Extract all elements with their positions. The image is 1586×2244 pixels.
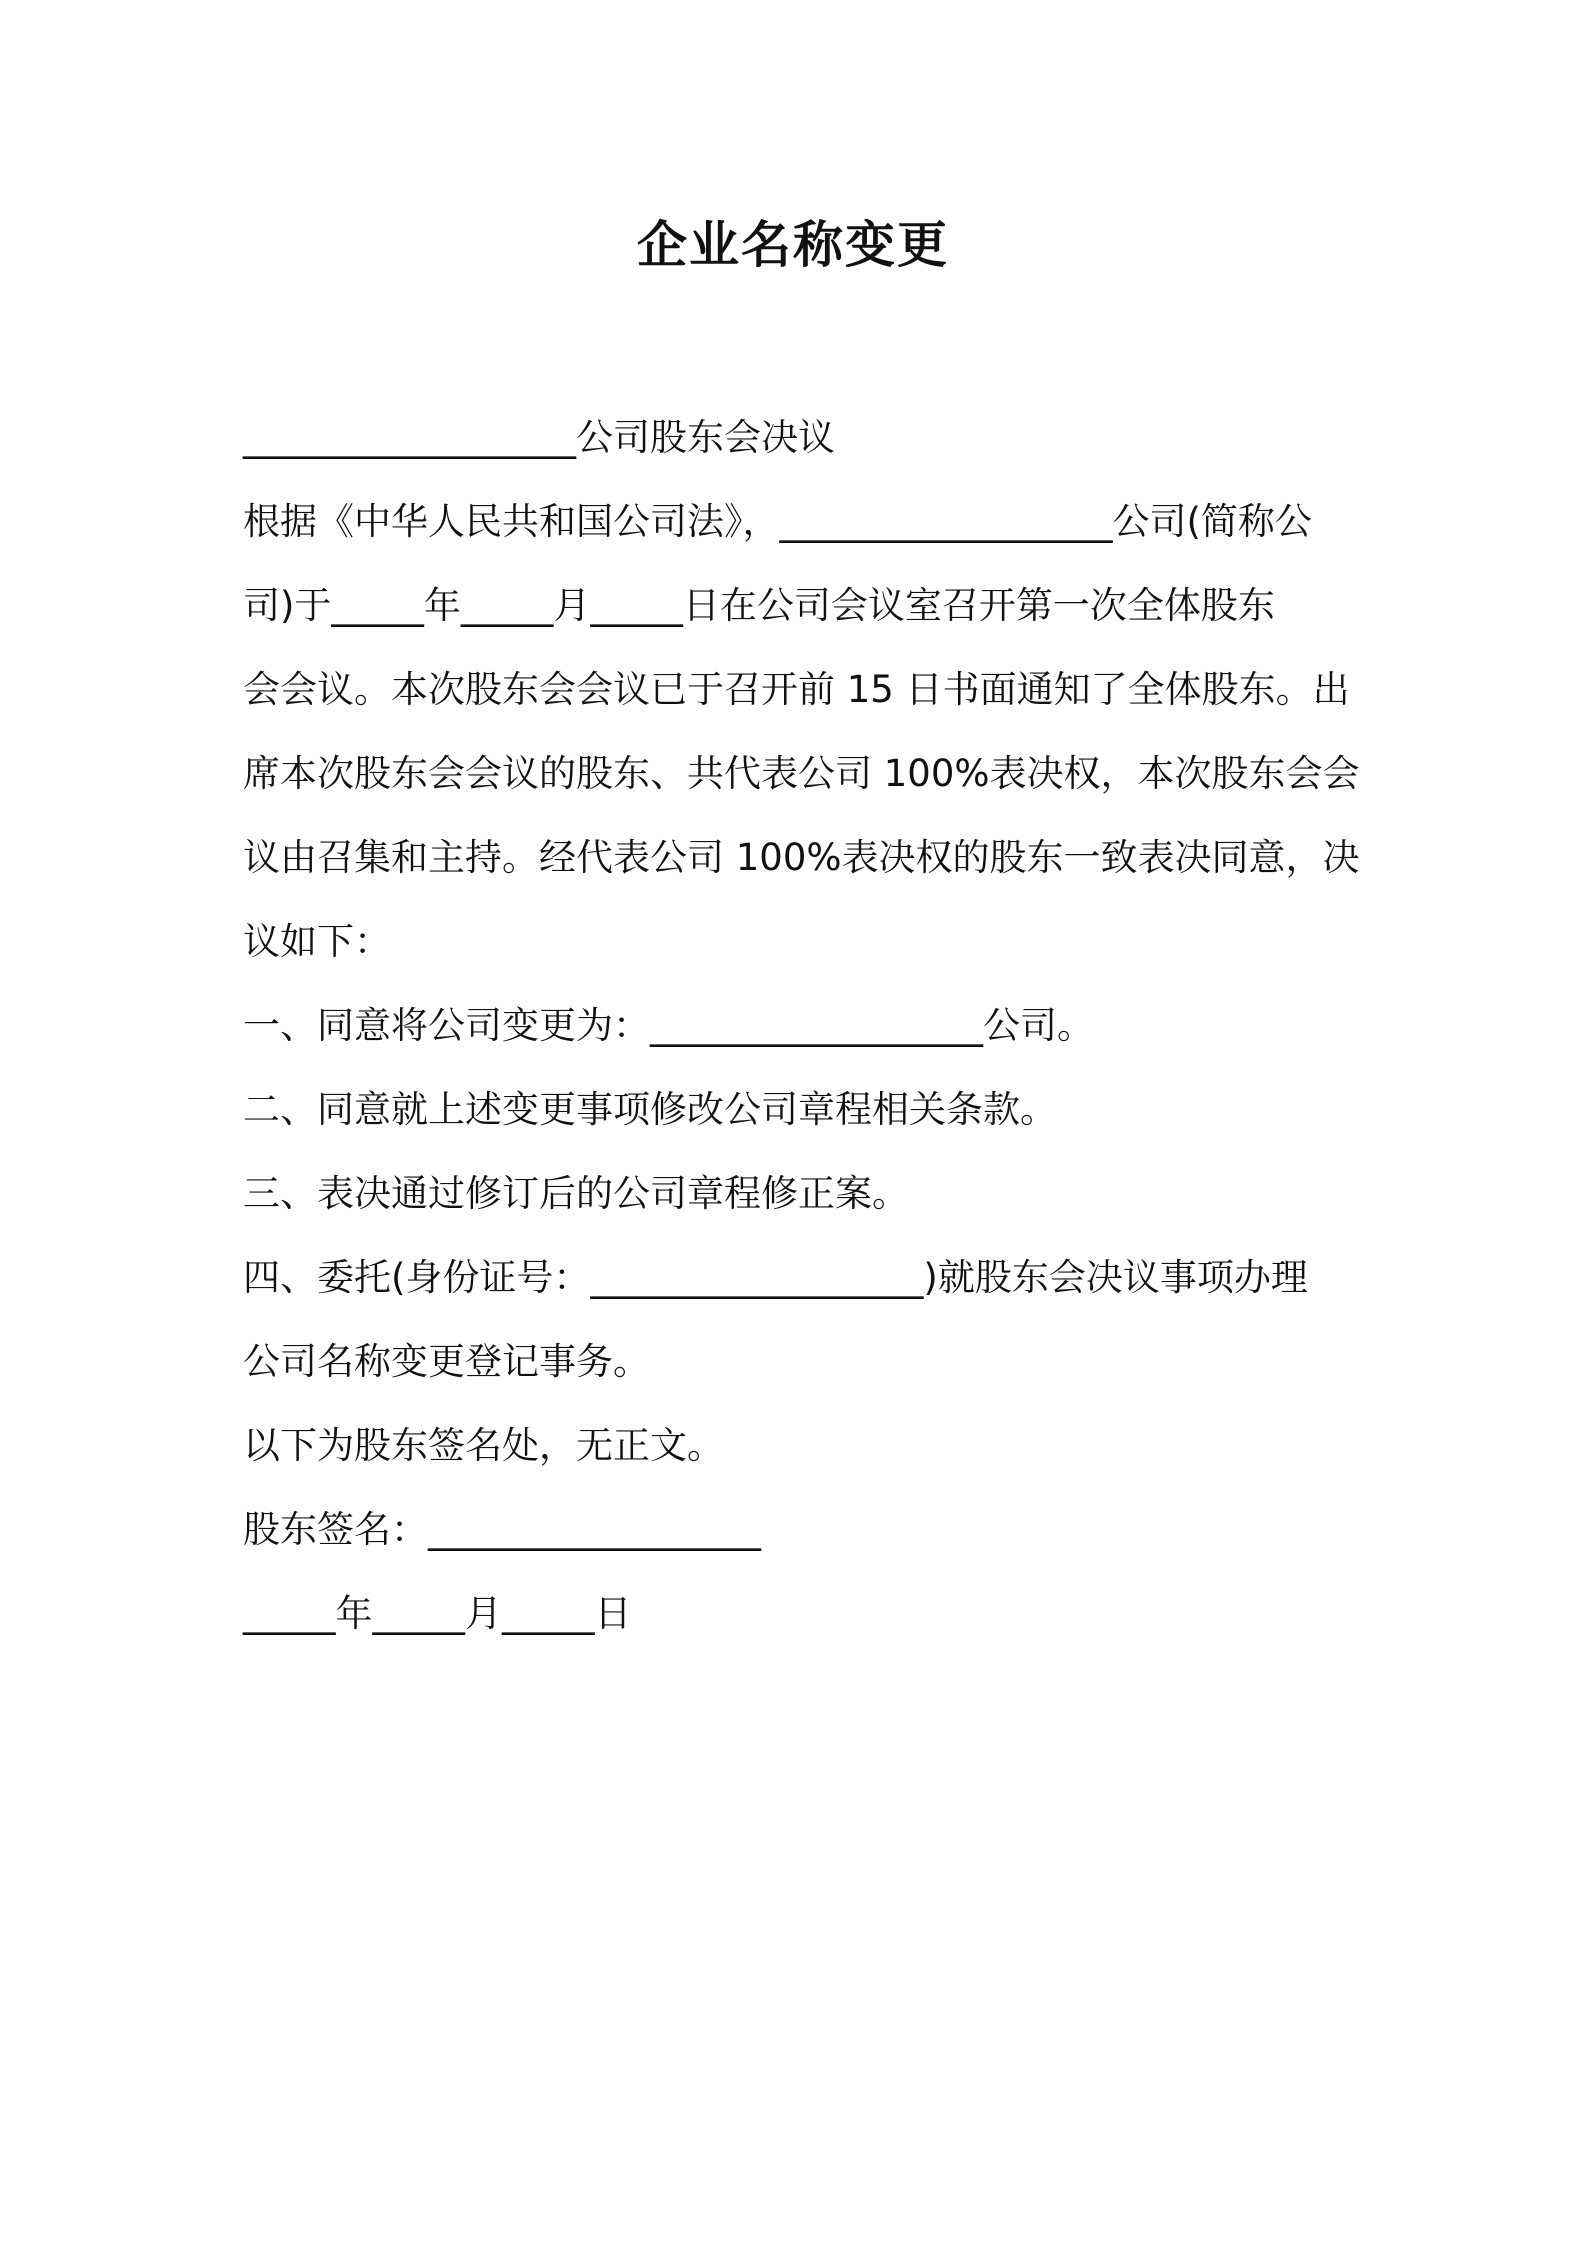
resolution-item-2: 二、同意就上述变更事项修改公司章程相关条款。 — [243, 1088, 1057, 1131]
date-line: _____年_____月_____日 — [243, 1592, 632, 1635]
resolution-item-3: 三、表决通过修订后的公司章程修正案。 — [243, 1172, 909, 1215]
body-line-2: 司)于_____年_____月_____日在公司会议室召开第一次全体股东 — [243, 584, 1275, 627]
resolution-item-4-cont: 公司名称变更登记事务。 — [243, 1340, 650, 1383]
shareholder-signature-line: 股东签名：__________________ — [243, 1508, 761, 1551]
body-line-6: 议如下： — [243, 920, 391, 963]
body-line-4: 席本次股东会会议的股东、共代表公司 100%表决权，本次股东会会 — [243, 752, 1360, 795]
signature-note: 以下为股东签名处，无正文。 — [243, 1424, 724, 1467]
document-title: 企业名称变更 — [637, 216, 949, 274]
body-line-3: 会会议。本次股东会会议已于召开前 15 日书面通知了全体股东。出 — [243, 668, 1350, 711]
body-line-1: 根据《中华人民共和国公司法》，__________________公司(简称公 — [243, 500, 1312, 543]
resolution-item-1: 一、同意将公司变更为：__________________公司。 — [243, 1004, 1094, 1047]
body-line-5: 议由召集和主持。经代表公司 100%表决权的股东一致表决同意，决 — [243, 836, 1360, 879]
resolution-heading: __________________公司股东会决议 — [243, 416, 835, 459]
resolution-item-4: 四、委托(身份证号：__________________)就股东会决议事项办理 — [243, 1256, 1308, 1299]
